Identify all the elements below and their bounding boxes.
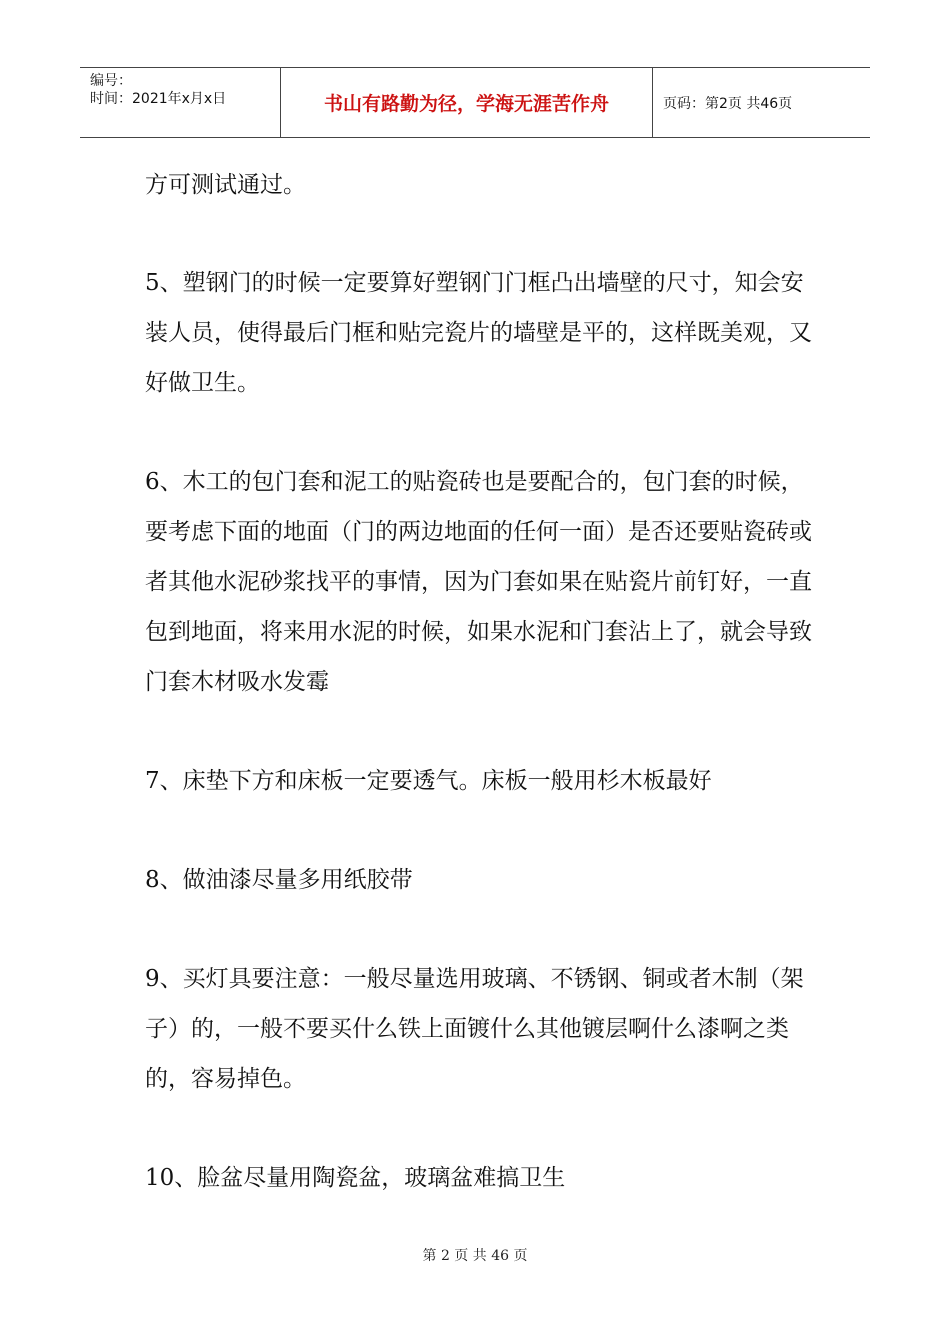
page-footer: 第 2 页 共 46 页: [422, 1248, 528, 1264]
paragraph: 10、脸盆尽量用陶瓷盆，玻璃盆难搞卫生: [145, 1165, 566, 1191]
header-meta: [80, 68, 281, 137]
paragraph: 5、塑钢门的时候一定要算好塑钢门门框凸出墙壁的尺寸，知会安装人员，使得最后门框和贴完瓷片的墙壁是平的，这样既美观，又好做卫生。: [145, 270, 812, 396]
header-motto: 书山有路勤为径，学海无涯苦作舟: [281, 68, 653, 137]
paragraph: 8、做油漆尽量多用纸胶带: [145, 867, 413, 893]
paragraph: 方可测试通过。: [145, 172, 306, 198]
paragraph: 9、买灯具要注意：一般尽量选用玻璃、不锈钢、铜或者木制（架子）的，一般不要买什么铁上面镀什么其他镀层啊什么漆啊之类的，容易掉色。: [145, 966, 804, 1092]
document-number-label: 编号：: [90, 73, 132, 89]
document-body: [145, 160, 815, 1252]
paragraph: 6、木工的包门套和泥工的贴瓷砖也是要配合的，包门套的时候，要考虑下面的地面（门的两边地面的任何一面）是否还要贴瓷砖或者其他水泥砂浆找平的事情，因为门套如果在贴瓷片前钉好，一直包到地面，将来用水泥的时候，如果水泥和门套沾上了，就会导致门套木材吸水发霉: [145, 469, 812, 695]
document-date-label: 时间：2021年x月x日: [90, 91, 227, 107]
paragraph: 7、床垫下方和床板一定要透气。床板一般用杉木板最好: [145, 768, 712, 794]
header-page-info: 页码：第2页 共46页: [663, 95, 793, 112]
page-header: [80, 67, 870, 138]
